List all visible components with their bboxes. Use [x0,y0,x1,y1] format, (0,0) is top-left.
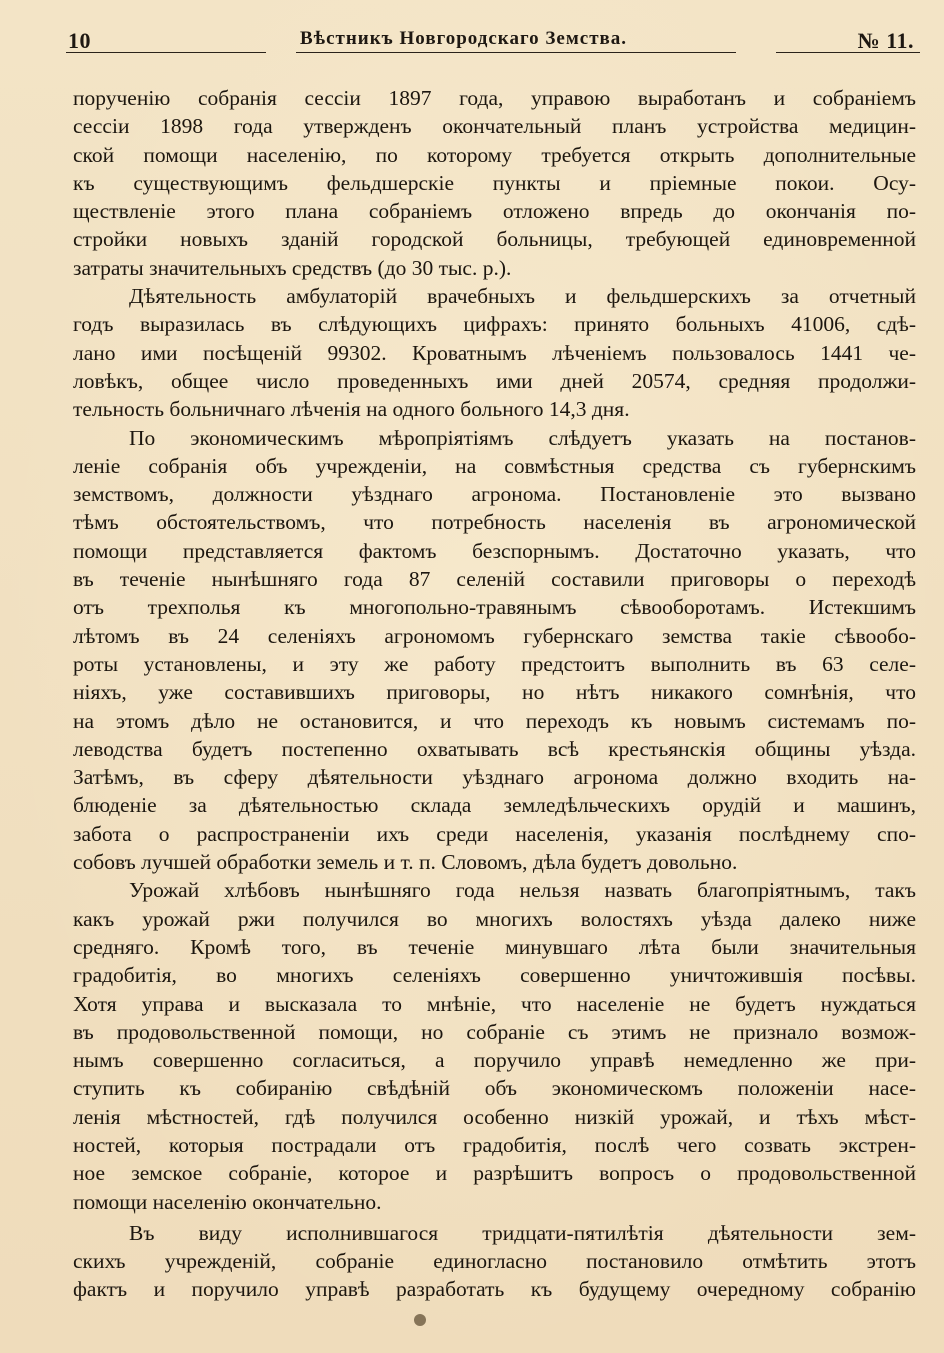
text-line: ностей, которыя пострадали отъ градобитія, послѣ чего созвать экстрен- [73,1132,916,1157]
text-line: годъ выразилась въ слѣдующихъ цифрахъ: принято больныхъ 41006, сдѣ- [73,312,916,337]
text-line: леніе собранія объ учрежденіи, на совмѣстныя средства съ губернскимъ [73,453,916,478]
journal-title: Вѣстникъ Новгородскаго Земства. [300,28,628,49]
text-line: фактъ и поручило управѣ разработать къ будущему очередному собранію [73,1277,916,1302]
text-line: какъ урожай ржи получился во многихъ волостяхъ уѣзда далеко ниже [73,906,916,931]
text-line: роты установлены, и эту же работу предстоитъ выполнить въ 63 селе- [73,651,916,676]
header-rule-left [66,52,266,53]
text-line: въ теченіе нынѣшняго года 87 селеній составили приговоры о переходѣ [73,567,916,592]
header-rule-middle [296,52,736,53]
text-line: къ существующимъ фельдшерскіе пункты и пріемные покои. Осу- [73,170,916,195]
text-line: въ продовольственной помощи, но собраніе съ этимъ не признало возмож- [73,1019,916,1044]
paragraph [73,1219,916,1304]
text-line: забота о распространеніи ихъ среди населенія, указанія послѣднему спо- [73,821,916,846]
text-line: помощи представляется фактомъ безспорнымъ. Достаточно указать, что [73,538,916,563]
text-line: порученію собранія сессіи 1897 года, управою выработанъ и собраніемъ [73,86,916,110]
text-line: тельность больничнаго лѣченія на одного больного 14,3 дня. [73,397,630,422]
text-line: собовъ лучшей обработки земель и т. п. Словомъ, дѣла будетъ довольно. [73,850,738,875]
text-line: блюденіе за дѣятельностью склада земледѣльческихъ орудій и машинъ, [73,793,916,818]
text-line: скихъ учрежденій, собраніе единогласно постановило отмѣтить этотъ [73,1249,916,1274]
text-line: нымъ совершенно согласиться, а поручило управѣ немедленно же при- [73,1048,916,1073]
header-rule-right [776,52,920,53]
text-line: По экономическимъ мѣропріятіямъ слѣдуетъ указать на постанов- [129,425,916,450]
text-line: сессіи 1898 года утвержденъ окончательный планъ устройства медицин- [73,114,916,139]
paragraph [73,876,916,1216]
text-line: ступить къ собиранію свѣдѣній объ экономическомъ положеніи насе- [73,1076,916,1101]
text-line: Дѣятельность амбулаторій врачебныхъ и фельдшерскихъ за отчетный [129,284,916,309]
text-line: леводства будетъ постепенно охватывать всѣ крестьянскія общины уѣзда. [73,736,916,761]
text-line: лано ими посѣщеній 99302. Кроватнымъ лѣченіемъ пользовалось 1441 че- [73,340,916,365]
text-line: средняго. Кромѣ того, въ теченіе минувшаго лѣта были значительныя [73,934,916,959]
paragraph [73,84,916,282]
text-line: ловѣкъ, общее число проведенныхъ ими дней 20574, средняя продолжи- [73,368,916,393]
text-line: Урожай хлѣбовъ нынѣшняго года нельзя назвать благопріятнымъ, такъ [129,878,916,903]
text-line: ленія мѣстностей, гдѣ получился особенно низкій урожай, и тѣхъ мѣст- [73,1104,916,1129]
body-text [73,84,916,1304]
text-line: ской помощи населенію, по которому требуется открыть дополнительные [73,142,916,167]
text-line: затраты значительныхъ средствъ (до 30 тыс. р.). [73,255,512,280]
text-line: ществленіе этого плана собраніемъ отложено впредь до окончанія по- [73,199,916,224]
text-line: помощи населенію окончательно. [73,1189,382,1214]
text-line: Хотя управа и высказала то мнѣніе, что населеніе не будетъ нуждаться [73,991,916,1016]
text-line: отъ трехполья къ многопольно-травянымъ сѣвооборотамъ. Истекшимъ [73,595,916,620]
text-line: тѣмъ обстоятельствомъ, что потребность населенія въ агрономической [73,510,916,535]
text-line: ное земское собраніе, которое и разрѣшитъ вопросъ о продовольственной [73,1161,916,1186]
paragraph [73,424,916,877]
paragraph [73,282,916,423]
text-line: градобитія, во многихъ селеніяхъ совершенно уничтожившія посѣвы. [73,963,916,988]
page-ink-spot [414,1314,426,1326]
text-line: земствомъ, должности уѣзднаго агронома. Постановленіе это вызвано [73,482,916,507]
text-line: ніяхъ, уже составившихъ приговоры, но нѣтъ никакого сомнѣнія, что [73,680,916,705]
text-line: лѣтомъ въ 24 селеніяхъ агрономомъ губернскаго земства такіе сѣвообо- [73,623,916,648]
issue-number: № 11. [857,28,914,53]
page-number: 10 [68,28,91,53]
text-line: Затѣмъ, въ сферу дѣятельности уѣзднаго агронома должно входить на- [73,765,916,790]
text-line: стройки новыхъ зданій городской больницы, требующей единовременной [73,227,916,252]
text-line: на этомъ дѣло не остановится, и что переходъ къ новымъ системамъ по- [73,708,916,733]
text-line: Въ виду исполнившагося тридцати-пятилѣтія дѣятельности зем- [129,1220,916,1245]
